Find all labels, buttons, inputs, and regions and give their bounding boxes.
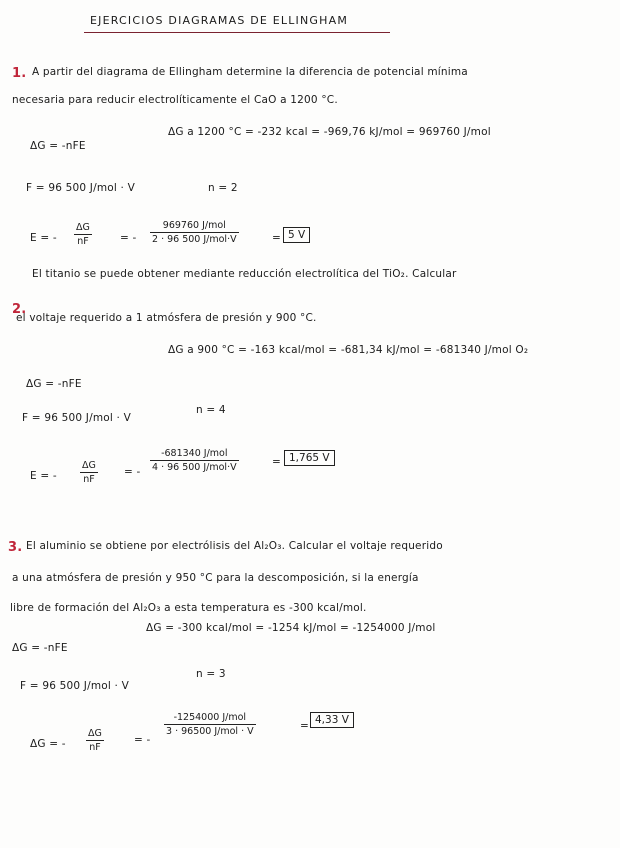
problem-3-fraction-numeric-numerator: -1254000 J/mol: [173, 712, 247, 723]
problem-1-statement-line-1: A partir del diagrama de Ellingham determine la diferencia de potencial mínima: [32, 66, 468, 78]
problem-2-gibbs-equation: ΔG = -nFE: [26, 378, 82, 390]
problem-3-statement-line-2: a una atmósfera de presión y 950 °C para la descomposición, si la energía: [12, 572, 419, 584]
problem-1-statement-line-2: necesaria para reducir electrolíticamente el CaO a 1200 °C.: [12, 94, 338, 106]
problem-2-e-label: E = -: [30, 470, 57, 482]
problem-2-fraction-numeric-numerator: -681340 J/mol: [161, 448, 228, 459]
problem-1-fraction-symbolic: [74, 222, 92, 247]
problem-1-fraction-numeric: [150, 220, 239, 245]
problem-3-gibbs-equation: ΔG = -nFE: [12, 642, 68, 654]
problem-2-statement-line-1: El titanio se puede obtener mediante reducción electrolítica del TiO₂. Calcular: [32, 268, 457, 280]
problem-1-number: 1.: [12, 66, 27, 81]
problem-2-fraction-symbolic-denominator: nF: [80, 472, 98, 485]
problem-3-gibbs-value: ΔG = -300 kcal/mol = -1254 kJ/mol = -1254000 J/mol: [146, 622, 436, 634]
problem-2-gibbs-value: ΔG a 900 °C = -163 kcal/mol = -681,34 kJ/mol = -681340 J/mol O₂: [168, 344, 529, 356]
problem-2-equals-minus: = -: [124, 466, 141, 478]
problem-3-electrons: n = 3: [196, 668, 226, 680]
problem-3-equals: =: [300, 720, 309, 732]
problem-1-equals: =: [272, 232, 281, 244]
problem-2-fraction-symbolic-numerator: ΔG: [82, 460, 96, 471]
problem-3-e-label: ΔG = -: [30, 738, 66, 750]
problem-1-fraction-symbolic-numerator: ΔG: [76, 222, 90, 233]
problem-3-equals-minus: = -: [134, 734, 151, 746]
problem-1-fraction-numeric-denominator: 2 · 96 500 J/mol·V: [152, 234, 237, 245]
page-title: EJERCICIOS DIAGRAMAS DE ELLINGHAM: [90, 14, 349, 27]
problem-2-number: 2.: [12, 302, 27, 317]
problem-2-fraction-numeric: [150, 448, 239, 473]
problem-3-result: 4,33 V: [310, 712, 354, 728]
problem-1-fraction-numeric-numerator: 969760 J/mol: [162, 220, 226, 231]
problem-1-equals-minus: = -: [120, 232, 137, 244]
problem-1-gibbs-equation: ΔG = -nFE: [30, 140, 86, 152]
problem-3-fraction-symbolic-denominator: nF: [86, 740, 104, 753]
problem-1-electrons: n = 2: [208, 182, 238, 194]
problem-1-faraday: F = 96 500 J/mol · V: [26, 182, 135, 194]
problem-2-fraction-numeric-denominator: 4 · 96 500 J/mol·V: [152, 462, 237, 473]
problem-3-faraday: F = 96 500 J/mol · V: [20, 680, 129, 692]
problem-1-e-label: E = -: [30, 232, 57, 244]
title-underline: [84, 32, 390, 33]
problem-3-statement-line-1: El aluminio se obtiene por electrólisis del Al₂O₃. Calcular el voltaje requerido: [26, 540, 443, 552]
problem-3-fraction-numeric: [164, 712, 256, 737]
problem-1-gibbs-value: ΔG a 1200 °C = -232 kcal = -969,76 kJ/mol = 969760 J/mol: [168, 126, 491, 138]
problem-1-result: 5 V: [283, 227, 310, 243]
problem-3-statement-line-3: libre de formación del Al₂O₃ a esta temperatura es -300 kcal/mol.: [10, 602, 367, 614]
problem-2-faraday: F = 96 500 J/mol · V: [22, 412, 131, 424]
problem-3-fraction-symbolic: [86, 728, 104, 753]
problem-1-fraction-symbolic-denominator: nF: [74, 234, 92, 247]
problem-3-number: 3.: [8, 540, 23, 555]
problem-2-fraction-symbolic: [80, 460, 98, 485]
problem-2-result: 1,765 V: [284, 450, 335, 466]
problem-2-equals: =: [272, 456, 281, 468]
problem-2-statement-line-2: el voltaje requerido a 1 atmósfera de presión y 900 °C.: [16, 312, 317, 324]
problem-3-fraction-numeric-denominator: 3 · 96500 J/mol · V: [166, 726, 254, 737]
problem-3-fraction-symbolic-numerator: ΔG: [88, 728, 102, 739]
problem-2-electrons: n = 4: [196, 404, 226, 416]
